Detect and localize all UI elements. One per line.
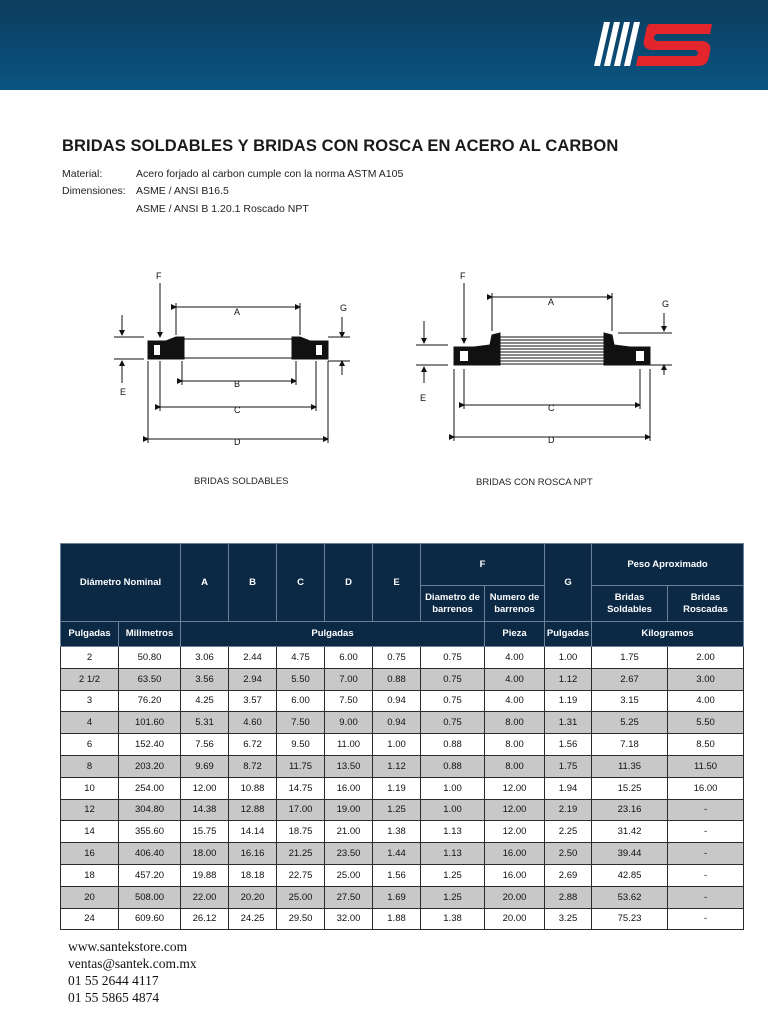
table-cell: 4.60 xyxy=(229,712,277,734)
header-f: F xyxy=(421,544,545,586)
header-f-diametro-barrenos: Diametro de barrenos xyxy=(421,586,485,622)
table-cell: 14.38 xyxy=(181,799,229,821)
header-g: G xyxy=(545,544,592,622)
label-c: C xyxy=(234,405,241,415)
table-cell: 0.88 xyxy=(373,668,421,690)
table-cell: 18 xyxy=(61,864,119,886)
label-d: D xyxy=(548,435,555,445)
label-f: F xyxy=(460,271,466,281)
table-cell: 12 xyxy=(61,799,119,821)
header-c: C xyxy=(277,544,325,622)
table-cell: 0.75 xyxy=(421,668,485,690)
table-cell: 1.00 xyxy=(373,734,421,756)
table-cell: 0.75 xyxy=(421,647,485,669)
flange-spec-table xyxy=(60,543,743,930)
table-row xyxy=(61,647,744,669)
table-cell: 0.94 xyxy=(373,712,421,734)
table-cell: 3.15 xyxy=(592,690,668,712)
footer-website: www.santekstore.com xyxy=(68,939,188,954)
table-cell: 457.20 xyxy=(119,864,181,886)
table-cell: 8.00 xyxy=(485,734,545,756)
table-cell: 1.69 xyxy=(373,886,421,908)
table-cell: 11.00 xyxy=(325,734,373,756)
table-cell: 3.56 xyxy=(181,668,229,690)
table-cell: 63.50 xyxy=(119,668,181,690)
table-cell: 3.00 xyxy=(668,668,744,690)
footer-email: ventas@santek.com.mx xyxy=(68,956,197,971)
table-cell: 22.75 xyxy=(277,864,325,886)
table-cell: 39.44 xyxy=(592,843,668,865)
spec-label-dimensiones: Dimensiones: xyxy=(62,185,126,197)
table-row xyxy=(61,690,744,712)
table-cell: 1.00 xyxy=(545,647,592,669)
table-cell: 32.00 xyxy=(325,908,373,930)
table-cell: 14 xyxy=(61,821,119,843)
label-g: G xyxy=(340,303,348,313)
table-cell: 22.00 xyxy=(181,886,229,908)
table-cell: 2.50 xyxy=(545,843,592,865)
header-diametro-nominal: Diámetro Nominal xyxy=(61,544,181,622)
label-f: F xyxy=(156,271,162,281)
table-cell: 7.56 xyxy=(181,734,229,756)
table-cell: 7.50 xyxy=(325,690,373,712)
table-cell: 25.00 xyxy=(277,886,325,908)
table-cell: 50.80 xyxy=(119,647,181,669)
table-cell: 6.00 xyxy=(277,690,325,712)
table-row xyxy=(61,908,744,930)
table-cell: 1.31 xyxy=(545,712,592,734)
table-cell: 1.38 xyxy=(421,908,485,930)
table-body xyxy=(61,647,744,930)
footer-phone-2: 01 55 5865 4874 xyxy=(68,990,160,1005)
table-cell: 1.00 xyxy=(421,777,485,799)
table-row xyxy=(61,799,744,821)
table-row xyxy=(61,864,744,886)
table-cell: 0.75 xyxy=(421,712,485,734)
table-cell: 9.69 xyxy=(181,755,229,777)
table-cell: 11.35 xyxy=(592,755,668,777)
table-cell: 4.25 xyxy=(181,690,229,712)
table-cell: 12.88 xyxy=(229,799,277,821)
table-cell: 1.38 xyxy=(373,821,421,843)
table-cell: 1.88 xyxy=(373,908,421,930)
table-cell: 406.40 xyxy=(119,843,181,865)
table-cell: 5.25 xyxy=(592,712,668,734)
table-row xyxy=(61,777,744,799)
table-cell: 16.16 xyxy=(229,843,277,865)
header-unit-kilogramos: Kilogramos xyxy=(592,622,744,647)
table-cell: 24 xyxy=(61,908,119,930)
table-cell: 7.50 xyxy=(277,712,325,734)
table-cell: 1.56 xyxy=(545,734,592,756)
header-unit-pulgadas-span: Pulgadas xyxy=(181,622,485,647)
table-cell: 355.60 xyxy=(119,821,181,843)
table-cell: 18.18 xyxy=(229,864,277,886)
bridas-rosca-drawing xyxy=(408,265,688,455)
table-cell: 8.00 xyxy=(485,755,545,777)
spec-value-npt: ASME / ANSI B 1.20.1 Roscado NPT xyxy=(136,203,309,215)
header-a: A xyxy=(181,544,229,622)
table-cell: 0.88 xyxy=(421,755,485,777)
table-cell: 76.20 xyxy=(119,690,181,712)
header-unit-milimetros: Milimetros xyxy=(119,622,181,647)
label-c: C xyxy=(548,403,555,413)
table-cell: 31.42 xyxy=(592,821,668,843)
spec-value-material: Acero forjado al carbon cumple con la norma ASTM A105 xyxy=(136,168,404,180)
table-cell: 20.00 xyxy=(485,886,545,908)
table-cell: 101.60 xyxy=(119,712,181,734)
table-cell: 2.69 xyxy=(545,864,592,886)
table-cell: 14.14 xyxy=(229,821,277,843)
table-row xyxy=(61,734,744,756)
table-cell: 609.60 xyxy=(119,908,181,930)
table-cell: 27.50 xyxy=(325,886,373,908)
table-cell: 508.00 xyxy=(119,886,181,908)
table-cell: 6.72 xyxy=(229,734,277,756)
table-cell: 10.88 xyxy=(229,777,277,799)
table-cell: 0.88 xyxy=(421,734,485,756)
table-cell: 1.19 xyxy=(373,777,421,799)
spec-value-dimensiones: ASME / ANSI B16.5 xyxy=(136,185,229,197)
table-cell: 2.94 xyxy=(229,668,277,690)
table-cell: - xyxy=(668,799,744,821)
table-cell: 12.00 xyxy=(485,799,545,821)
table-cell: 3 xyxy=(61,690,119,712)
table-cell: 3.25 xyxy=(545,908,592,930)
table-cell: 1.19 xyxy=(545,690,592,712)
table-cell: 7.18 xyxy=(592,734,668,756)
bridas-soldables-drawing xyxy=(110,265,370,455)
caption-bridas-soldables: BRIDAS SOLDABLES xyxy=(194,476,289,487)
label-g: G xyxy=(662,299,670,309)
table-cell: 0.75 xyxy=(421,690,485,712)
table-cell: 12.00 xyxy=(485,777,545,799)
table-cell: 1.44 xyxy=(373,843,421,865)
table-cell: 29.50 xyxy=(277,908,325,930)
table-row xyxy=(61,668,744,690)
table-cell: 2.00 xyxy=(668,647,744,669)
label-b: B xyxy=(234,379,241,389)
header-unit-pieza: Pieza xyxy=(485,622,545,647)
table-cell: 4.75 xyxy=(277,647,325,669)
table-cell: 24.25 xyxy=(229,908,277,930)
table-cell: 8.00 xyxy=(485,712,545,734)
table-cell: 152.40 xyxy=(119,734,181,756)
table-row xyxy=(61,821,744,843)
table-cell: 12.00 xyxy=(485,821,545,843)
table-cell: 18.75 xyxy=(277,821,325,843)
table-cell: 19.00 xyxy=(325,799,373,821)
table-row xyxy=(61,712,744,734)
table-cell: 2.67 xyxy=(592,668,668,690)
label-e: E xyxy=(420,393,427,403)
table-cell: 9.50 xyxy=(277,734,325,756)
table-cell: 9.00 xyxy=(325,712,373,734)
table-cell: 15.25 xyxy=(592,777,668,799)
table-cell: 21.00 xyxy=(325,821,373,843)
table-cell: 4.00 xyxy=(485,647,545,669)
caption-bridas-rosca: BRIDAS CON ROSCA NPT xyxy=(476,477,593,488)
table-cell: 19.88 xyxy=(181,864,229,886)
table-cell: 1.75 xyxy=(545,755,592,777)
table-cell: 16.00 xyxy=(325,777,373,799)
table-row xyxy=(61,755,744,777)
header-bridas-soldables: Bridas Soldables xyxy=(592,586,668,622)
label-a: A xyxy=(548,297,555,307)
table-cell: 18.00 xyxy=(181,843,229,865)
header-e: E xyxy=(373,544,421,622)
label-e: E xyxy=(120,387,127,397)
table-cell: 11.50 xyxy=(668,755,744,777)
table-cell: 16.00 xyxy=(668,777,744,799)
table-cell: 0.94 xyxy=(373,690,421,712)
table-cell: 1.25 xyxy=(421,886,485,908)
table-cell: 8.72 xyxy=(229,755,277,777)
table-cell: 20 xyxy=(61,886,119,908)
table-cell: - xyxy=(668,843,744,865)
table-cell: 20.20 xyxy=(229,886,277,908)
table-cell: 1.94 xyxy=(545,777,592,799)
table-cell: 16.00 xyxy=(485,843,545,865)
table-cell: - xyxy=(668,886,744,908)
table-cell: 4.00 xyxy=(485,690,545,712)
table-cell: - xyxy=(668,864,744,886)
table-cell: 5.50 xyxy=(668,712,744,734)
table-cell: - xyxy=(668,908,744,930)
table-cell: 13.50 xyxy=(325,755,373,777)
table-cell: 1.25 xyxy=(373,799,421,821)
table-cell: 42.85 xyxy=(592,864,668,886)
table-cell: 20.00 xyxy=(485,908,545,930)
table-cell: 2 1/2 xyxy=(61,668,119,690)
header-unit-pulgadas-g: Pulgadas xyxy=(545,622,592,647)
table-cell: 1.56 xyxy=(373,864,421,886)
table-cell: 23.50 xyxy=(325,843,373,865)
table-cell: 1.75 xyxy=(592,647,668,669)
table-cell: 4.00 xyxy=(485,668,545,690)
table-cell: 8 xyxy=(61,755,119,777)
table-cell: 1.13 xyxy=(421,821,485,843)
table-cell: 16 xyxy=(61,843,119,865)
table-cell: 1.13 xyxy=(421,843,485,865)
table-cell: 1.12 xyxy=(545,668,592,690)
table-row xyxy=(61,886,744,908)
header-b: B xyxy=(229,544,277,622)
header-bridas-roscadas: Bridas Roscadas xyxy=(668,586,744,622)
table-cell: 75.23 xyxy=(592,908,668,930)
header-band xyxy=(0,0,768,90)
table-cell: 6.00 xyxy=(325,647,373,669)
table-cell: 2.44 xyxy=(229,647,277,669)
table-cell: 12.00 xyxy=(181,777,229,799)
footer-phone-1: 01 55 2644 4117 xyxy=(68,973,159,988)
table-cell: 2.25 xyxy=(545,821,592,843)
table-cell: 1.12 xyxy=(373,755,421,777)
table-cell: 3.06 xyxy=(181,647,229,669)
spec-label-material: Material: xyxy=(62,168,103,180)
table-cell: 25.00 xyxy=(325,864,373,886)
table-cell: 2 xyxy=(61,647,119,669)
header-peso-aproximado: Peso Aproximado xyxy=(592,544,744,586)
table-cell: 4.00 xyxy=(668,690,744,712)
table-cell: 0.75 xyxy=(373,647,421,669)
header-unit-pulgadas: Pulgadas xyxy=(61,622,119,647)
table-row xyxy=(61,843,744,865)
table-cell: 5.50 xyxy=(277,668,325,690)
table-cell: 1.00 xyxy=(421,799,485,821)
table-cell: 2.88 xyxy=(545,886,592,908)
table-cell: 5.31 xyxy=(181,712,229,734)
table-cell: 14.75 xyxy=(277,777,325,799)
table-cell: 16.00 xyxy=(485,864,545,886)
table-cell: 7.00 xyxy=(325,668,373,690)
table-cell: 304.80 xyxy=(119,799,181,821)
table-cell: 17.00 xyxy=(277,799,325,821)
table-cell: 203.20 xyxy=(119,755,181,777)
table-cell: 53.62 xyxy=(592,886,668,908)
table-cell: 26.12 xyxy=(181,908,229,930)
header-f-numero-barrenos: Numero de barrenos xyxy=(485,586,545,622)
table-cell: 23.16 xyxy=(592,799,668,821)
table-cell: 3.57 xyxy=(229,690,277,712)
table-cell: 6 xyxy=(61,734,119,756)
table-cell: 15.75 xyxy=(181,821,229,843)
table-cell: 8.50 xyxy=(668,734,744,756)
table-cell: 21.25 xyxy=(277,843,325,865)
table-cell: 11.75 xyxy=(277,755,325,777)
table-cell: 2.19 xyxy=(545,799,592,821)
table-cell: 254.00 xyxy=(119,777,181,799)
document-title: BRIDAS SOLDABLES Y BRIDAS CON ROSCA EN ACERO AL CARBON xyxy=(62,137,619,155)
table-cell: - xyxy=(668,821,744,843)
header-d: D xyxy=(325,544,373,622)
table-cell: 1.25 xyxy=(421,864,485,886)
santek-s-logo-icon xyxy=(590,16,720,72)
table-cell: 10 xyxy=(61,777,119,799)
label-a: A xyxy=(234,307,241,317)
label-d: D xyxy=(234,437,241,447)
table-cell: 4 xyxy=(61,712,119,734)
